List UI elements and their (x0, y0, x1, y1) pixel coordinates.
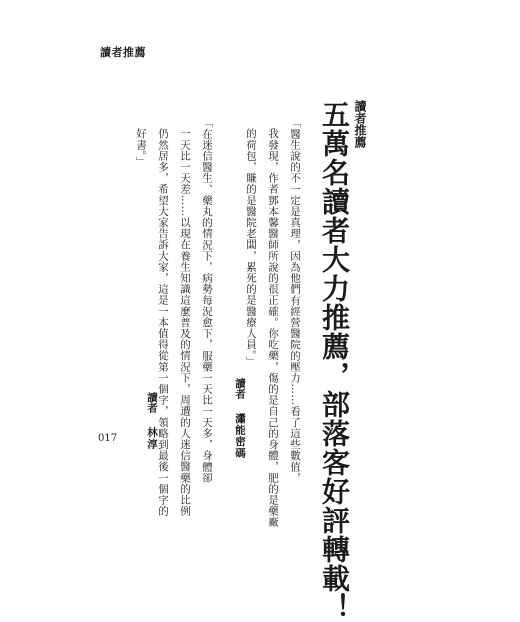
review-1-role: 讀者 (234, 378, 246, 399)
page-headline: 五萬名讀者大力推薦，部落客好評轉載！ (318, 100, 351, 622)
review-1-signature (233, 378, 248, 459)
review-1-line-3: 的荷包，賺的是醫院老闆，累死的是醫療人員。」 (245, 128, 257, 367)
review-2-line-4: 好書。」 (135, 128, 147, 168)
review-2-line-2: 一天比一天差……以現在養生知識這麼普及的情況下，周遭的人迷信醫藥的比例 (179, 128, 191, 517)
review-2-role: 讀者 (146, 392, 158, 413)
section-label: 讀者推薦 (353, 100, 367, 148)
running-head: 讀者推薦 (100, 46, 146, 59)
review-1-line-1: 「醫生說的不一定是真理，因為他們有經營醫院的壓力……看了這些數值， (289, 117, 301, 484)
review-2-signature (145, 392, 160, 450)
review-2-name: 林淳 (146, 427, 158, 450)
page-number: 017 (98, 433, 118, 444)
review-1-name: 瀟能密碼 (234, 413, 246, 459)
review-2-line-3: 仍然居多，希望大家告訴大家，這是一本值得從第一個字，領略到最後一個字的 (157, 128, 169, 517)
review-2-line-1: 「在迷信醫生、藥丸的情況下，病勢每況愈下，服藥一天比一天多，身體卻 (201, 117, 213, 484)
review-1-line-2: 我發現，作者鄧本馨醫師所說的很正確。你吃藥，傷的是自己的身體，肥的是藥廠 (267, 128, 279, 528)
